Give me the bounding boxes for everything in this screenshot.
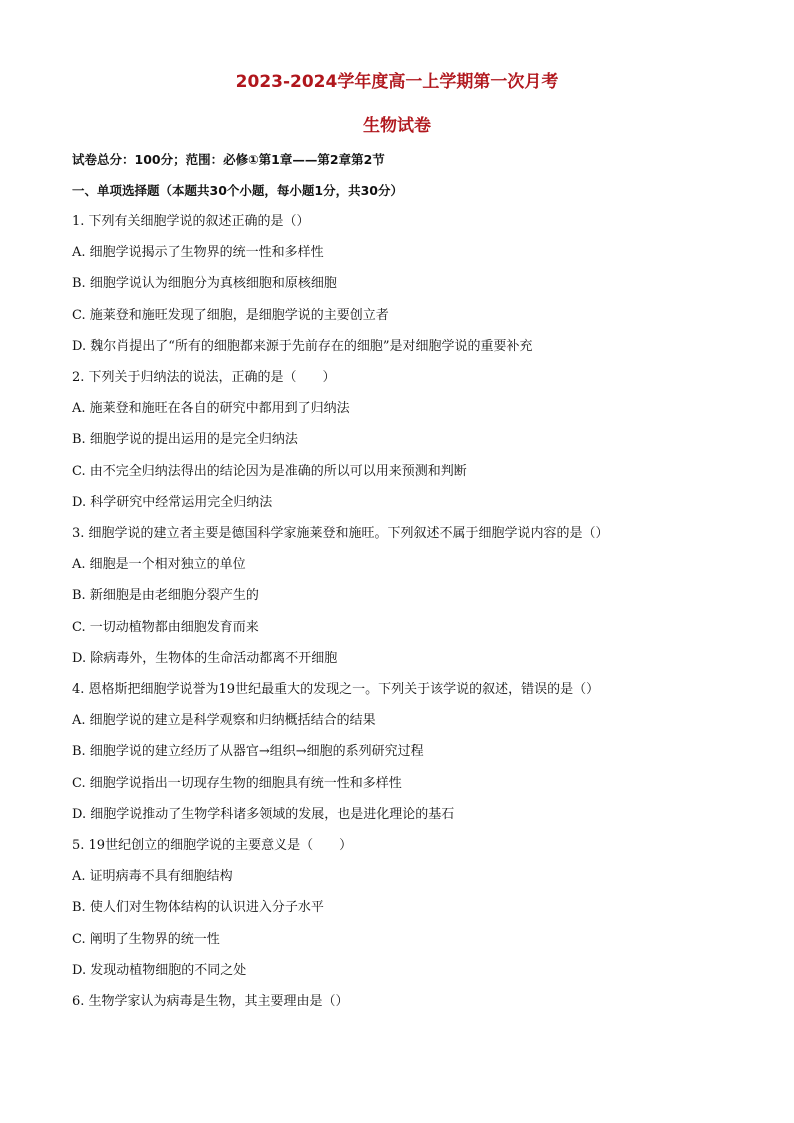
- section-heading: 一、单项选择题（本题共30个小题，每小题1分，共30分）: [72, 183, 403, 198]
- exam-title: 2023-2024学年度高一上学期第一次月考: [235, 72, 559, 92]
- answer-option: D. 魏尔肖提出了“所有的细胞都来源于先前存在的细胞”是对细胞学说的重要补充: [72, 339, 533, 354]
- question-stem: 3. 细胞学说的建立者主要是德国科学家施莱登和施旺。下列叙述不属于细胞学说内容的是（）: [72, 526, 609, 541]
- answer-option: C. 一切动植物都由细胞发育而来: [72, 620, 259, 635]
- answer-option: D. 科学研究中经常运用完全归纳法: [72, 495, 273, 510]
- answer-option: C. 细胞学说指出一切现存生物的细胞具有统一性和多样性: [72, 776, 402, 791]
- question-stem: 2. 下列关于归纳法的说法，正确的是（ ）: [72, 370, 336, 385]
- answer-option: B. 细胞学说的建立经历了从器官→组织→细胞的系列研究过程: [72, 744, 424, 759]
- answer-option: C. 由不完全归纳法得出的结论因为是准确的所以可以用来预测和判断: [72, 464, 467, 479]
- answer-option: D. 发现动植物细胞的不同之处: [72, 963, 247, 978]
- question-stem: 5. 19世纪创立的细胞学说的主要意义是（ ）: [72, 838, 353, 853]
- answer-option: B. 细胞学说的提出运用的是完全归纳法: [72, 432, 298, 447]
- question-stem: 6. 生物学家认为病毒是生物，其主要理由是（）: [72, 994, 349, 1009]
- answer-option: D. 除病毒外，生物体的生命活动都离不开细胞: [72, 651, 338, 666]
- question-stem: 4. 恩格斯把细胞学说誉为19世纪最重大的发现之一。下列关于该学说的叙述，错误的是（）: [72, 682, 600, 697]
- answer-option: A. 细胞学说的建立是科学观察和归纳概括结合的结果: [72, 713, 376, 728]
- answer-option: B. 新细胞是由老细胞分裂产生的: [72, 588, 259, 603]
- answer-option: C. 施莱登和施旺发现了细胞，是细胞学说的主要创立者: [72, 308, 389, 323]
- answer-option: A. 细胞是一个相对独立的单位: [72, 557, 246, 572]
- answer-option: D. 细胞学说推动了生物学科诸多领域的发展，也是进化理论的基石: [72, 807, 455, 822]
- answer-option: A. 施莱登和施旺在各自的研究中都用到了归纳法: [72, 401, 350, 416]
- question-stem: 1. 下列有关细胞学说的叙述正确的是（）: [72, 214, 310, 229]
- answer-option: C. 阐明了生物界的统一性: [72, 932, 220, 947]
- exam-info: 试卷总分：100分；范围：必修①第1章——第2章第2节: [72, 152, 385, 167]
- exam-subtitle: 生物试卷: [363, 116, 431, 136]
- answer-option: A. 细胞学说揭示了生物界的统一性和多样性: [72, 245, 324, 260]
- answer-option: A. 证明病毒不具有细胞结构: [72, 869, 233, 884]
- answer-option: B. 使人们对生物体结构的认识进入分子水平: [72, 900, 324, 915]
- answer-option: B. 细胞学说认为细胞分为真核细胞和原核细胞: [72, 276, 337, 291]
